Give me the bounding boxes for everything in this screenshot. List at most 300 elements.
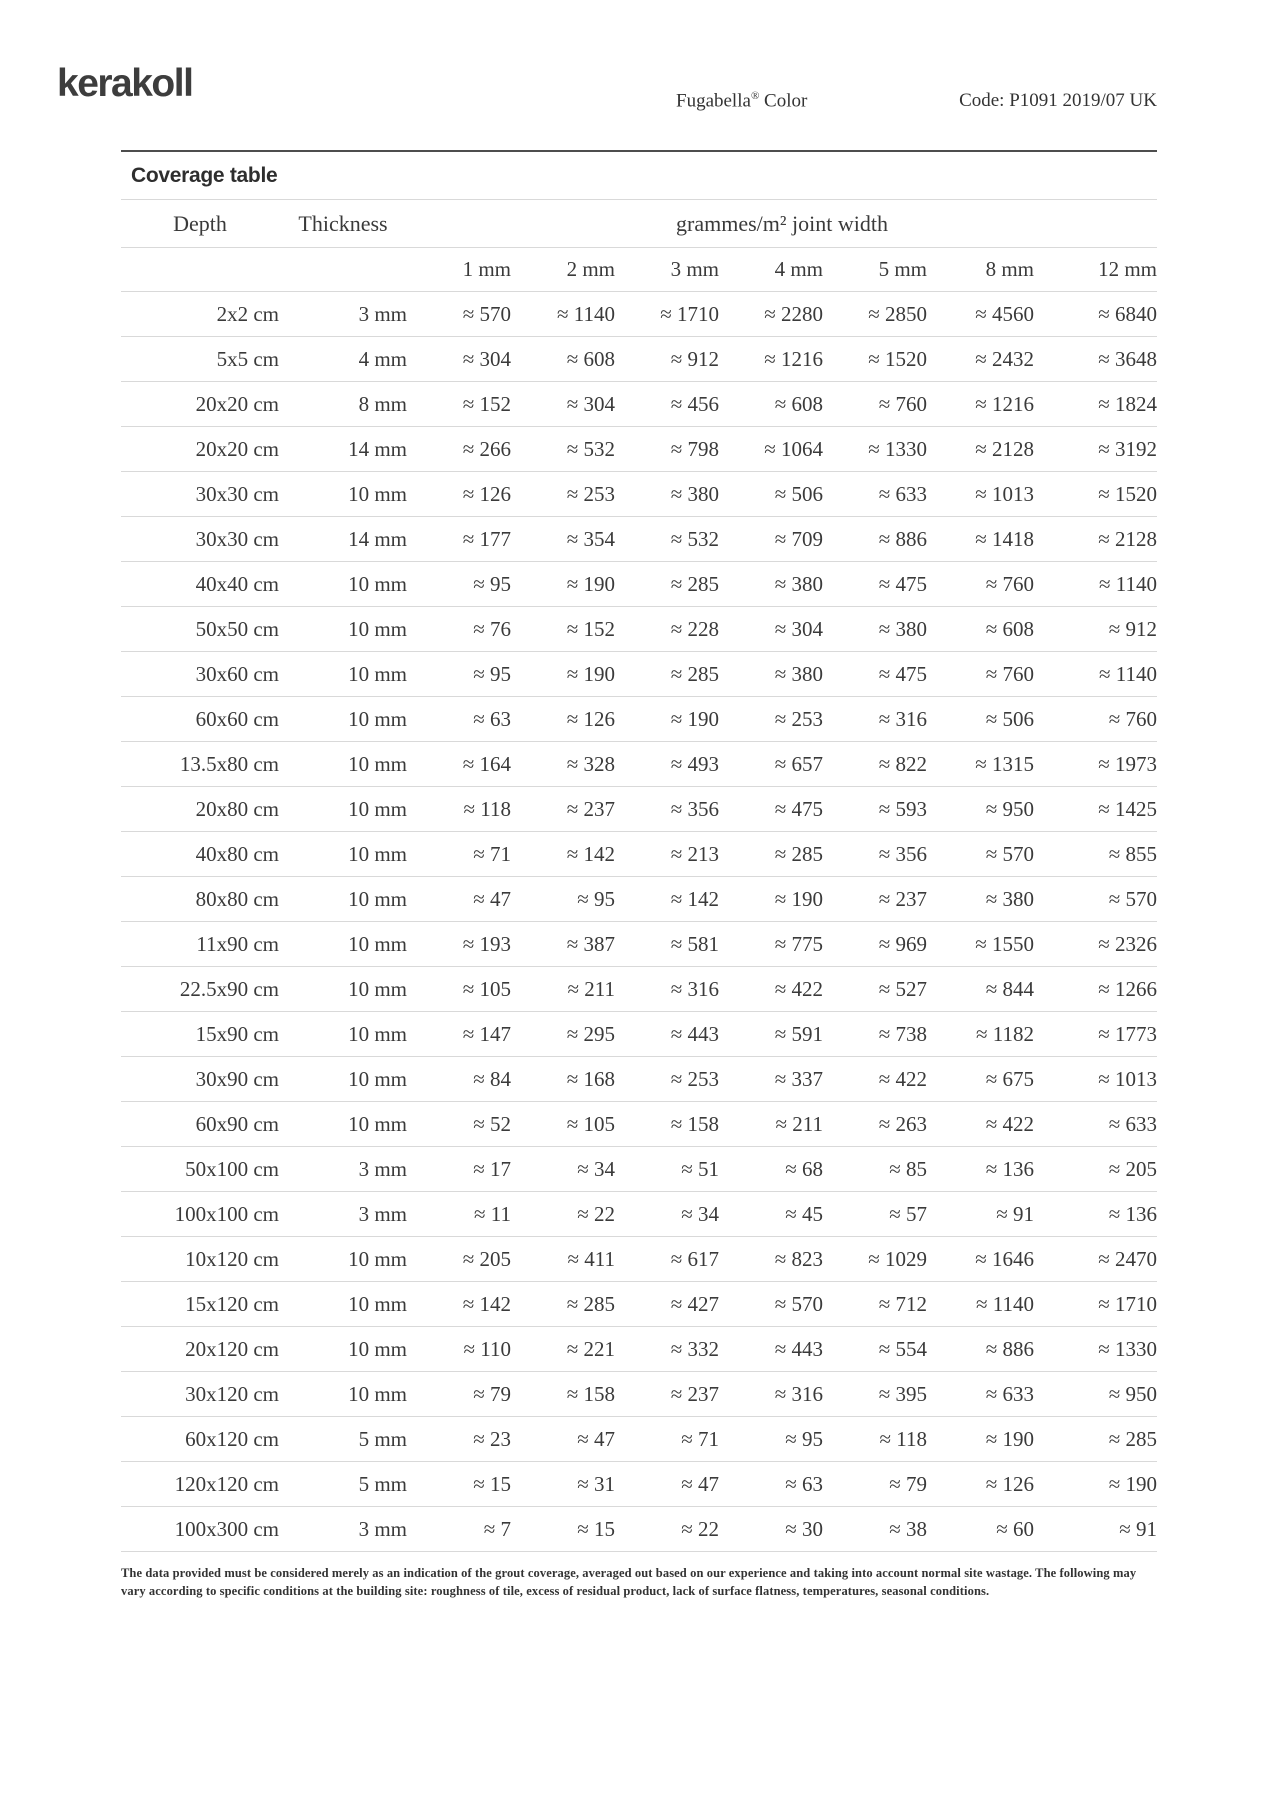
coverage-value-cell: ≈ 886 [878,526,927,551]
coverage-value-cell: ≈ 2280 [764,301,823,326]
joint-width-header-5mm: 5 mm [878,257,927,281]
coverage-value-cell: ≈ 118 [463,796,511,821]
table-row [121,967,1157,1012]
depth-column-header: Depth [173,210,227,236]
coverage-value-cell: ≈ 1330 [1098,1336,1157,1361]
thickness-cell: 10 mm [348,1066,407,1091]
table-row [121,427,1157,472]
table-row [121,562,1157,607]
coverage-table [121,200,1157,1552]
kerakoll-logo: kerakoll [57,62,193,105]
depth-cell: 20x80 cm [195,796,279,821]
coverage-value-cell: ≈ 136 [1108,1201,1157,1226]
coverage-value-cell: ≈ 356 [670,796,719,821]
coverage-value-cell: ≈ 3192 [1098,436,1157,461]
depth-cell: 20x120 cm [185,1336,279,1361]
coverage-value-cell: ≈ 570 [1108,886,1157,911]
coverage-value-cell: ≈ 2432 [975,346,1034,371]
joint-width-header-1mm: 1 mm [462,257,511,281]
coverage-value-cell: ≈ 22 [681,1516,719,1541]
coverage-value-cell: ≈ 85 [889,1156,927,1181]
depth-cell: 120x120 cm [174,1471,279,1496]
coverage-value-cell: ≈ 760 [985,661,1034,686]
coverage-value-cell: ≈ 675 [985,1066,1034,1091]
coverage-value-cell: ≈ 1029 [868,1246,927,1271]
coverage-value-cell: ≈ 475 [878,571,927,596]
registered-trademark-symbol: ® [750,90,760,102]
thickness-cell: 10 mm [348,616,407,641]
table-row [121,1192,1157,1237]
joint-width-header-row [121,248,1157,292]
coverage-value-cell: ≈ 285 [670,661,719,686]
coverage-value-cell: ≈ 34 [681,1201,719,1226]
table-row [121,697,1157,742]
coverage-value-cell: ≈ 205 [1108,1156,1157,1181]
depth-cell: 20x20 cm [195,391,279,416]
coverage-value-cell: ≈ 30 [785,1516,823,1541]
coverage-value-cell: ≈ 190 [670,706,719,731]
coverage-value-cell: ≈ 1520 [1098,481,1157,506]
coverage-value-cell: ≈ 1973 [1098,751,1157,776]
coverage-value-cell: ≈ 23 [473,1426,511,1451]
coverage-value-cell: ≈ 608 [774,391,823,416]
coverage-value-cell: ≈ 71 [473,841,511,866]
coverage-value-cell: ≈ 110 [463,1336,511,1361]
thickness-cell: 10 mm [348,1336,407,1361]
joint-width-group-header: grammes/m² joint width [676,210,888,236]
coverage-value-cell: ≈ 253 [566,481,615,506]
coverage-value-cell: ≈ 475 [774,796,823,821]
table-row [121,652,1157,697]
coverage-value-cell: ≈ 950 [1108,1381,1157,1406]
depth-cell: 60x120 cm [185,1426,279,1451]
coverage-value-cell: ≈ 142 [566,841,615,866]
coverage-value-cell: ≈ 285 [670,571,719,596]
depth-cell: 100x300 cm [174,1516,279,1541]
coverage-value-cell: ≈ 844 [985,976,1034,1001]
coverage-value-cell: ≈ 95 [473,571,511,596]
thickness-cell: 10 mm [348,1111,407,1136]
coverage-value-cell: ≈ 1064 [764,436,823,461]
coverage-value-cell: ≈ 91 [996,1201,1034,1226]
thickness-cell: 5 mm [358,1426,407,1451]
coverage-value-cell: ≈ 168 [566,1066,615,1091]
depth-cell: 30x90 cm [195,1066,279,1091]
coverage-value-cell: ≈ 380 [774,571,823,596]
table-row [121,742,1157,787]
coverage-value-cell: ≈ 105 [462,976,511,1001]
coverage-value-cell: ≈ 760 [878,391,927,416]
coverage-value-cell: ≈ 422 [985,1111,1034,1136]
coverage-value-cell: ≈ 570 [462,301,511,326]
coverage-value-cell: ≈ 527 [878,976,927,1001]
coverage-value-cell: ≈ 15 [473,1471,511,1496]
coverage-value-cell: ≈ 47 [577,1426,615,1451]
coverage-value-cell: ≈ 126 [566,706,615,731]
thickness-cell: 5 mm [358,1471,407,1496]
coverage-value-cell: ≈ 177 [462,526,511,551]
table-row [121,472,1157,517]
coverage-value-cell: ≈ 2128 [975,436,1034,461]
coverage-value-cell: ≈ 68 [785,1156,823,1181]
coverage-value-cell: ≈ 45 [785,1201,823,1226]
depth-cell: 60x60 cm [195,706,279,731]
coverage-value-cell: ≈ 1140 [976,1291,1034,1316]
thickness-cell: 10 mm [348,1291,407,1316]
document-code: Code: P1091 2019/07 UK [959,90,1157,111]
coverage-value-cell: ≈ 63 [473,706,511,731]
thickness-cell: 10 mm [348,931,407,956]
coverage-value-cell: ≈ 554 [878,1336,927,1361]
thickness-cell: 14 mm [348,526,407,551]
coverage-value-cell: ≈ 337 [774,1066,823,1091]
table-row [121,1012,1157,1057]
thickness-cell: 8 mm [358,391,407,416]
depth-cell: 15x120 cm [185,1291,279,1316]
coverage-value-cell: ≈ 304 [462,346,511,371]
coverage-value-cell: ≈ 760 [1108,706,1157,731]
table-row [121,382,1157,427]
coverage-value-cell: ≈ 775 [774,931,823,956]
thickness-cell: 10 mm [348,976,407,1001]
coverage-value-cell: ≈ 253 [774,706,823,731]
coverage-value-cell: ≈ 633 [1108,1111,1157,1136]
coverage-value-cell: ≈ 657 [774,751,823,776]
coverage-value-cell: ≈ 1425 [1098,796,1157,821]
coverage-value-cell: ≈ 617 [670,1246,719,1271]
coverage-value-cell: ≈ 4560 [975,301,1034,326]
coverage-value-cell: ≈ 443 [774,1336,823,1361]
table-title: Coverage table [121,150,1157,200]
coverage-value-cell: ≈ 263 [878,1111,927,1136]
coverage-value-cell: ≈ 570 [985,841,1034,866]
table-row [121,607,1157,652]
coverage-value-cell: ≈ 2470 [1098,1246,1157,1271]
coverage-value-cell: ≈ 253 [670,1066,719,1091]
coverage-value-cell: ≈ 22 [577,1201,615,1226]
depth-cell: 11x90 cm [196,931,279,956]
coverage-value-cell: ≈ 475 [878,661,927,686]
joint-width-header-12mm: 12 mm [1098,257,1157,281]
table-row [121,877,1157,922]
thickness-cell: 10 mm [348,1021,407,1046]
coverage-value-cell: ≈ 142 [670,886,719,911]
coverage-value-cell: ≈ 213 [670,841,719,866]
coverage-value-cell: ≈ 422 [878,1066,927,1091]
coverage-value-cell: ≈ 285 [1108,1426,1157,1451]
joint-width-header-8mm: 8 mm [985,257,1034,281]
coverage-value-cell: ≈ 304 [566,391,615,416]
table-row [121,1282,1157,1327]
coverage-value-cell: ≈ 57 [889,1201,927,1226]
coverage-value-cell: ≈ 52 [473,1111,511,1136]
coverage-value-cell: ≈ 1418 [975,526,1034,551]
coverage-value-cell: ≈ 1824 [1098,391,1157,416]
coverage-value-cell: ≈ 34 [577,1156,615,1181]
joint-width-header-3mm: 3 mm [670,257,719,281]
thickness-cell: 3 mm [358,1156,407,1181]
coverage-value-cell: ≈ 608 [985,616,1034,641]
coverage-value-cell: ≈ 51 [681,1156,719,1181]
coverage-value-cell: ≈ 1140 [1099,571,1157,596]
coverage-value-cell: ≈ 1330 [868,436,927,461]
coverage-value-cell: ≈ 1710 [660,301,719,326]
thickness-cell: 10 mm [348,481,407,506]
depth-cell: 30x120 cm [185,1381,279,1406]
coverage-value-cell: ≈ 295 [566,1021,615,1046]
thickness-cell: 3 mm [358,1201,407,1226]
coverage-value-cell: ≈ 7 [483,1516,511,1541]
thickness-column-header: Thickness [298,210,388,236]
depth-cell: 30x60 cm [195,661,279,686]
thickness-cell: 10 mm [348,1246,407,1271]
thickness-cell: 10 mm [348,886,407,911]
coverage-value-cell: ≈ 15 [577,1516,615,1541]
coverage-value-cell: ≈ 328 [566,751,615,776]
product-name-text: Fugabella [676,90,751,112]
coverage-value-cell: ≈ 354 [566,526,615,551]
coverage-value-cell: ≈ 316 [774,1381,823,1406]
coverage-value-cell: ≈ 193 [462,931,511,956]
depth-cell: 5x5 cm [216,346,279,371]
coverage-value-cell: ≈ 969 [878,931,927,956]
coverage-value-cell: ≈ 380 [774,661,823,686]
coverage-value-cell: ≈ 760 [985,571,1034,596]
product-name [676,90,807,112]
coverage-value-cell: ≈ 190 [566,661,615,686]
coverage-value-cell: ≈ 1773 [1098,1021,1157,1046]
coverage-value-cell: ≈ 886 [985,1336,1034,1361]
coverage-value-cell: ≈ 1646 [975,1246,1034,1271]
thickness-cell: 3 mm [358,301,407,326]
coverage-value-cell: ≈ 1013 [1098,1066,1157,1091]
table-row [121,832,1157,877]
table-row [121,1102,1157,1147]
coverage-value-cell: ≈ 1140 [1099,661,1157,686]
coverage-value-cell: ≈ 633 [985,1381,1034,1406]
coverage-value-cell: ≈ 211 [567,976,615,1001]
coverage-value-cell: ≈ 1182 [976,1021,1034,1046]
coverage-value-cell: ≈ 237 [566,796,615,821]
depth-cell: 22.5x90 cm [179,976,279,1001]
coverage-value-cell: ≈ 1315 [975,751,1034,776]
thickness-cell: 3 mm [358,1516,407,1541]
coverage-value-cell: ≈ 76 [473,616,511,641]
table-row [121,1147,1157,1192]
coverage-value-cell: ≈ 532 [566,436,615,461]
coverage-value-cell: ≈ 95 [577,886,615,911]
coverage-value-cell: ≈ 2128 [1098,526,1157,551]
coverage-value-cell: ≈ 1140 [557,301,615,326]
thickness-cell: 10 mm [348,841,407,866]
thickness-cell: 10 mm [348,661,407,686]
table-row [121,517,1157,562]
coverage-value-cell: ≈ 380 [878,616,927,641]
coverage-value-cell: ≈ 126 [462,481,511,506]
coverage-value-cell: ≈ 506 [985,706,1034,731]
depth-cell: 20x20 cm [195,436,279,461]
depth-cell: 50x100 cm [185,1156,279,1181]
coverage-value-cell: ≈ 1266 [1098,976,1157,1001]
coverage-value-cell: ≈ 142 [462,1291,511,1316]
depth-cell: 13.5x80 cm [179,751,279,776]
coverage-value-cell: ≈ 2326 [1098,931,1157,956]
coverage-value-cell: ≈ 411 [567,1246,615,1271]
coverage-value-cell: ≈ 822 [878,751,927,776]
table-row [121,1462,1157,1507]
coverage-value-cell: ≈ 493 [670,751,719,776]
coverage-value-cell: ≈ 118 [879,1426,927,1451]
coverage-value-cell: ≈ 316 [878,706,927,731]
coverage-value-cell: ≈ 190 [985,1426,1034,1451]
depth-cell: 2x2 cm [216,301,279,326]
depth-cell: 40x80 cm [195,841,279,866]
coverage-value-cell: ≈ 456 [670,391,719,416]
depth-cell: 80x80 cm [195,886,279,911]
coverage-section [121,150,1157,1600]
coverage-value-cell: ≈ 63 [785,1471,823,1496]
coverage-value-cell: ≈ 79 [473,1381,511,1406]
coverage-value-cell: ≈ 285 [774,841,823,866]
product-name-suffix: Color [759,90,808,112]
coverage-value-cell: ≈ 211 [775,1111,823,1136]
coverage-value-cell: ≈ 855 [1108,841,1157,866]
depth-cell: 60x90 cm [195,1111,279,1136]
coverage-value-cell: ≈ 443 [670,1021,719,1046]
depth-cell: 15x90 cm [195,1021,279,1046]
coverage-value-cell: ≈ 105 [566,1111,615,1136]
table-row [121,337,1157,382]
coverage-value-cell: ≈ 380 [670,481,719,506]
table-row [121,1372,1157,1417]
coverage-value-cell: ≈ 950 [985,796,1034,821]
coverage-value-cell: ≈ 11 [474,1201,511,1226]
coverage-value-cell: ≈ 190 [774,886,823,911]
coverage-value-cell: ≈ 147 [462,1021,511,1046]
thickness-cell: 10 mm [348,571,407,596]
coverage-value-cell: ≈ 237 [878,886,927,911]
coverage-value-cell: ≈ 164 [462,751,511,776]
coverage-value-cell: ≈ 158 [670,1111,719,1136]
thickness-cell: 10 mm [348,1381,407,1406]
depth-cell: 30x30 cm [195,481,279,506]
table-row [121,1237,1157,1282]
coverage-value-cell: ≈ 712 [878,1291,927,1316]
table-row [121,292,1157,337]
joint-width-header-4mm: 4 mm [774,257,823,281]
coverage-value-cell: ≈ 31 [577,1471,615,1496]
coverage-value-cell: ≈ 709 [774,526,823,551]
table-row [121,922,1157,967]
coverage-value-cell: ≈ 532 [670,526,719,551]
table-row [121,1507,1157,1552]
coverage-value-cell: ≈ 380 [985,886,1034,911]
coverage-value-cell: ≈ 237 [670,1381,719,1406]
coverage-value-cell: ≈ 912 [670,346,719,371]
coverage-value-cell: ≈ 798 [670,436,719,461]
coverage-value-cell: ≈ 285 [566,1291,615,1316]
coverage-value-cell: ≈ 3648 [1098,346,1157,371]
coverage-value-cell: ≈ 570 [774,1291,823,1316]
thickness-cell: 14 mm [348,436,407,461]
coverage-value-cell: ≈ 332 [670,1336,719,1361]
joint-width-header-2mm: 2 mm [566,257,615,281]
coverage-value-cell: ≈ 136 [985,1156,1034,1181]
coverage-value-cell: ≈ 95 [473,661,511,686]
coverage-value-cell: ≈ 1520 [868,346,927,371]
coverage-value-cell: ≈ 228 [670,616,719,641]
coverage-value-cell: ≈ 60 [996,1516,1034,1541]
coverage-value-cell: ≈ 38 [889,1516,927,1541]
coverage-value-cell: ≈ 912 [1108,616,1157,641]
coverage-value-cell: ≈ 190 [1108,1471,1157,1496]
depth-cell: 100x100 cm [174,1201,279,1226]
coverage-value-cell: ≈ 84 [473,1066,511,1091]
table-row [121,787,1157,832]
coverage-value-cell: ≈ 47 [473,886,511,911]
table-row [121,1057,1157,1102]
depth-cell: 40x40 cm [195,571,279,596]
coverage-value-cell: ≈ 395 [878,1381,927,1406]
coverage-value-cell: ≈ 591 [774,1021,823,1046]
footnote: The data provided must be considered merely as an indication of the grout coverage, averaged out based on our experience and taking into account normal site wastage. The following may vary according to specific conditions at the building site: roughness of tile, excess of residual product, lack of surface flatness, temperatures, seasonal conditions. [121,1566,1137,1599]
depth-cell: 50x50 cm [195,616,279,641]
coverage-value-cell: ≈ 205 [462,1246,511,1271]
coverage-value-cell: ≈ 17 [473,1156,511,1181]
coverage-value-cell: ≈ 593 [878,796,927,821]
table-row [121,1327,1157,1372]
coverage-value-cell: ≈ 158 [566,1381,615,1406]
coverage-value-cell: ≈ 427 [670,1291,719,1316]
depth-cell: 10x120 cm [185,1246,279,1271]
coverage-value-cell: ≈ 581 [670,931,719,956]
coverage-value-cell: ≈ 190 [566,571,615,596]
coverage-value-cell: ≈ 304 [774,616,823,641]
coverage-value-cell: ≈ 266 [462,436,511,461]
coverage-value-cell: ≈ 1216 [975,391,1034,416]
thickness-cell: 4 mm [358,346,407,371]
thickness-cell: 10 mm [348,706,407,731]
coverage-value-cell: ≈ 1013 [975,481,1034,506]
coverage-value-cell: ≈ 6840 [1098,301,1157,326]
table-row [121,1417,1157,1462]
coverage-value-cell: ≈ 91 [1119,1516,1157,1541]
coverage-value-cell: ≈ 1710 [1098,1291,1157,1316]
coverage-value-cell: ≈ 79 [889,1471,927,1496]
coverage-value-cell: ≈ 2850 [868,301,927,326]
coverage-value-cell: ≈ 738 [878,1021,927,1046]
coverage-value-cell: ≈ 152 [566,616,615,641]
coverage-value-cell: ≈ 71 [681,1426,719,1451]
thickness-cell: 10 mm [348,796,407,821]
coverage-value-cell: ≈ 356 [878,841,927,866]
coverage-value-cell: ≈ 633 [878,481,927,506]
coverage-value-cell: ≈ 1216 [764,346,823,371]
coverage-value-cell: ≈ 506 [774,481,823,506]
thickness-cell: 10 mm [348,751,407,776]
depth-cell: 30x30 cm [195,526,279,551]
coverage-value-cell: ≈ 387 [566,931,615,956]
table-header-row [121,200,1157,248]
coverage-value-cell: ≈ 47 [681,1471,719,1496]
coverage-value-cell: ≈ 823 [774,1246,823,1271]
coverage-value-cell: ≈ 1550 [975,931,1034,956]
coverage-value-cell: ≈ 126 [985,1471,1034,1496]
coverage-value-cell: ≈ 422 [774,976,823,1001]
coverage-value-cell: ≈ 152 [462,391,511,416]
coverage-value-cell: ≈ 221 [566,1336,615,1361]
coverage-value-cell: ≈ 608 [566,346,615,371]
